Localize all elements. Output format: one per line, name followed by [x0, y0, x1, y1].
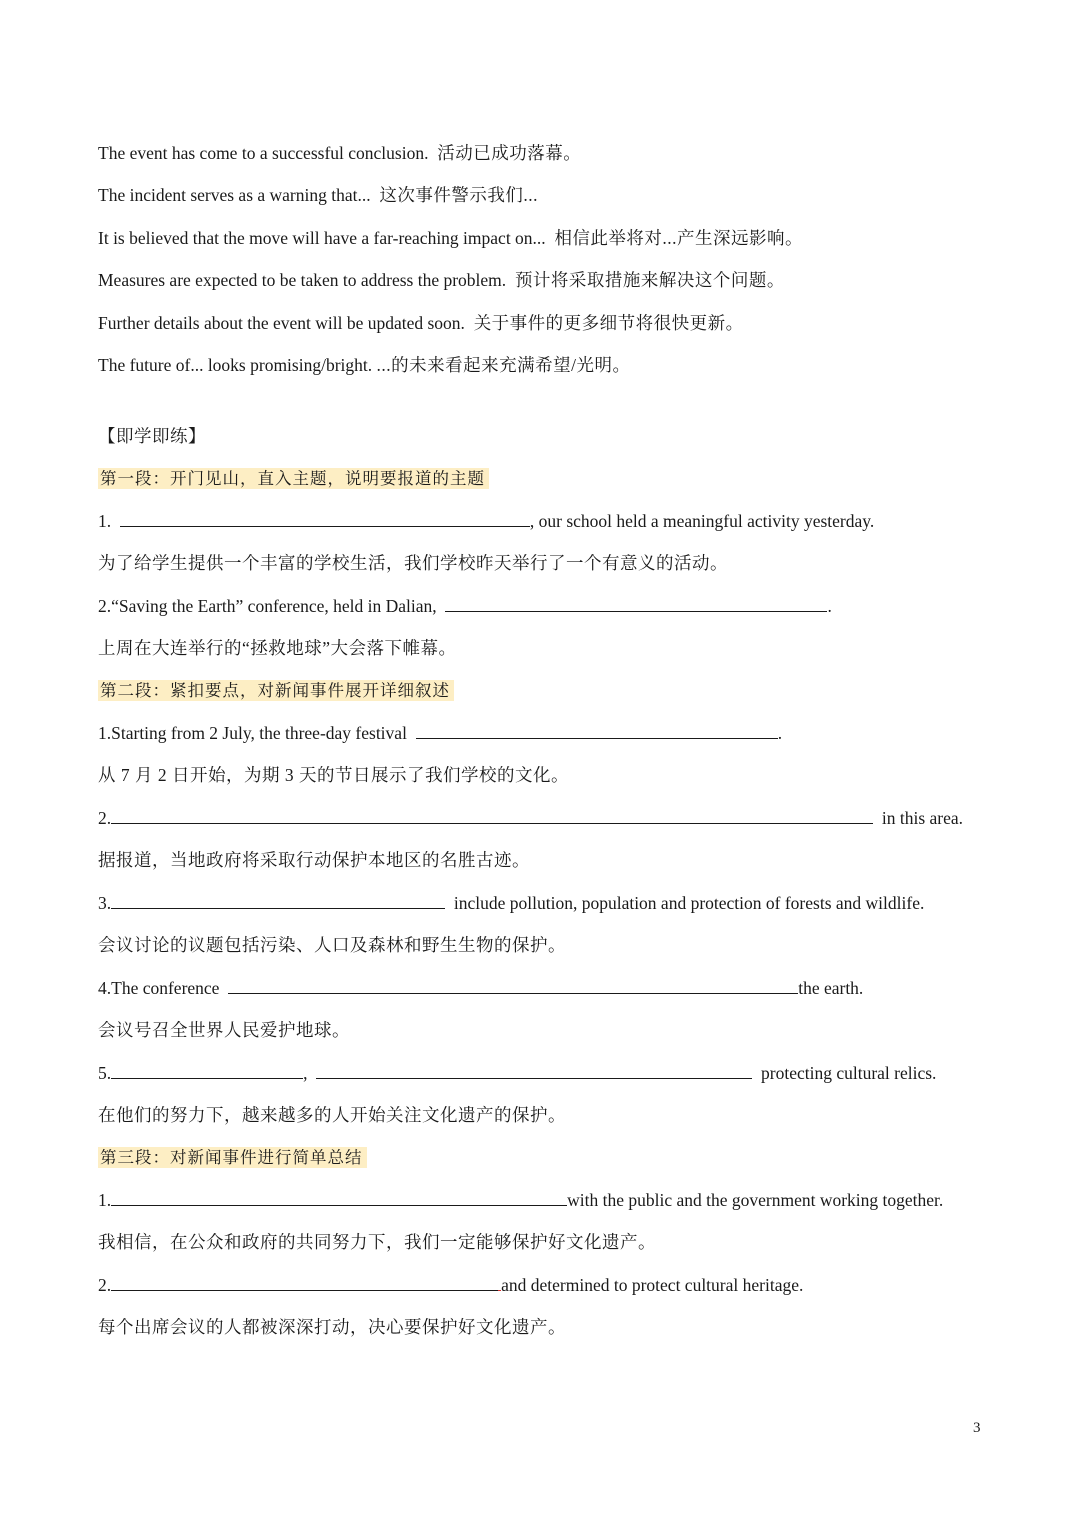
exercise-line: 1.Starting from 2 July, the three-day festival . — [98, 723, 783, 743]
answer-blank[interactable] — [111, 1061, 303, 1079]
phrase-chinese: 预计将采取措施来解决这个问题。 — [514, 270, 785, 290]
phrase-english: Measures are expected to be taken to address the problem. — [98, 270, 507, 290]
phrase-english: Further details about the event will be updated soon. — [98, 313, 465, 333]
section-title: 第二段：紧扣要点，对新闻事件展开详细叙述 — [98, 680, 454, 701]
exercise-line: 2. in this area. — [98, 808, 964, 828]
translation-line: 上周在大连举行的“拯救地球”大会落下帷幕。 — [98, 638, 457, 658]
exercise-line: 2.“Saving the Earth” conference, held in Dalian, . — [98, 596, 832, 616]
phrase-english: The future of... looks promising/bright. — [98, 355, 373, 375]
translation-line: 据报道，当地政府将采取行动保护本地区的名胜古迹。 — [98, 850, 530, 870]
exercise-line: 1. with the public and the government working together. — [98, 1190, 944, 1210]
exercise-line: 2. and determined to protect cultural heritage. — [98, 1275, 804, 1295]
section-heading — [98, 1145, 367, 1170]
section-title: 第一段：开门见山，直入主题，说明要报道的主题 — [98, 468, 489, 489]
exercise-line: 4.The conference the earth. — [98, 978, 864, 998]
translation-line: 我相信，在公众和政府的共同努力下，我们一定能够保护好文化遗产。 — [98, 1232, 656, 1252]
phrase-line — [98, 141, 581, 165]
phrase-chinese: 这次事件警示我们... — [379, 185, 538, 205]
phrase-chinese: 相信此举将对...产生深远影响。 — [554, 228, 804, 248]
answer-blank[interactable] — [416, 721, 778, 739]
translation-line: 会议讨论的议题包括污染、人口及森林和野生生物的保护。 — [98, 935, 566, 955]
exercise-line: 1. , our school held a meaningful activity yesterday. — [98, 511, 875, 531]
translation-line: 每个出席会议的人都被深深打动，决心要保护好文化遗产。 — [98, 1317, 566, 1337]
answer-blank[interactable] — [120, 509, 530, 527]
phrase-line — [98, 311, 744, 335]
translation-line: 为了给学生提供一个丰富的学校生活，我们学校昨天举行了一个有意义的活动。 — [98, 553, 728, 573]
answer-blank[interactable] — [111, 1188, 567, 1206]
section-heading — [98, 678, 454, 703]
translation-line: 会议号召全世界人民爱护地球。 — [98, 1020, 350, 1040]
phrase-line — [98, 353, 631, 377]
phrase-english: The event has come to a successful conclusion. — [98, 143, 429, 163]
phrase-english: The incident serves as a warning that... — [98, 185, 371, 205]
phrase-line — [98, 226, 803, 250]
answer-blank[interactable] — [316, 1061, 752, 1079]
answer-blank[interactable] — [445, 594, 827, 612]
exercise-line: 3. include pollution, population and protection of forests and wildlife. — [98, 893, 925, 913]
phrase-chinese: ...的未来看起来充满希望/光明。 — [376, 355, 631, 375]
page-number: 3 — [973, 1420, 981, 1436]
translation-line: 从 7 月 2 日开始，为期 3 天的节日展示了我们学校的文化。 — [98, 765, 569, 785]
answer-blank[interactable] — [228, 976, 798, 994]
phrase-chinese: 关于事件的更多细节将很快更新。 — [473, 313, 744, 333]
exercise-line: 5. , protecting cultural relics. — [98, 1063, 937, 1083]
section-title: 第三段：对新闻事件进行简单总结 — [98, 1147, 367, 1168]
answer-blank[interactable] — [111, 806, 873, 824]
section-heading — [98, 466, 489, 491]
phrase-english: It is believed that the move will have a far-reaching impact on... — [98, 228, 546, 248]
phrase-line — [98, 268, 785, 292]
practice-heading: 【即学即练】 — [98, 426, 206, 446]
phrase-line — [98, 183, 538, 207]
translation-line: 在他们的努力下，越来越多的人开始关注文化遗产的保护。 — [98, 1105, 566, 1125]
phrase-chinese: 活动已成功落幕。 — [437, 143, 582, 163]
answer-blank[interactable] — [111, 1273, 501, 1291]
answer-blank[interactable] — [111, 891, 445, 909]
